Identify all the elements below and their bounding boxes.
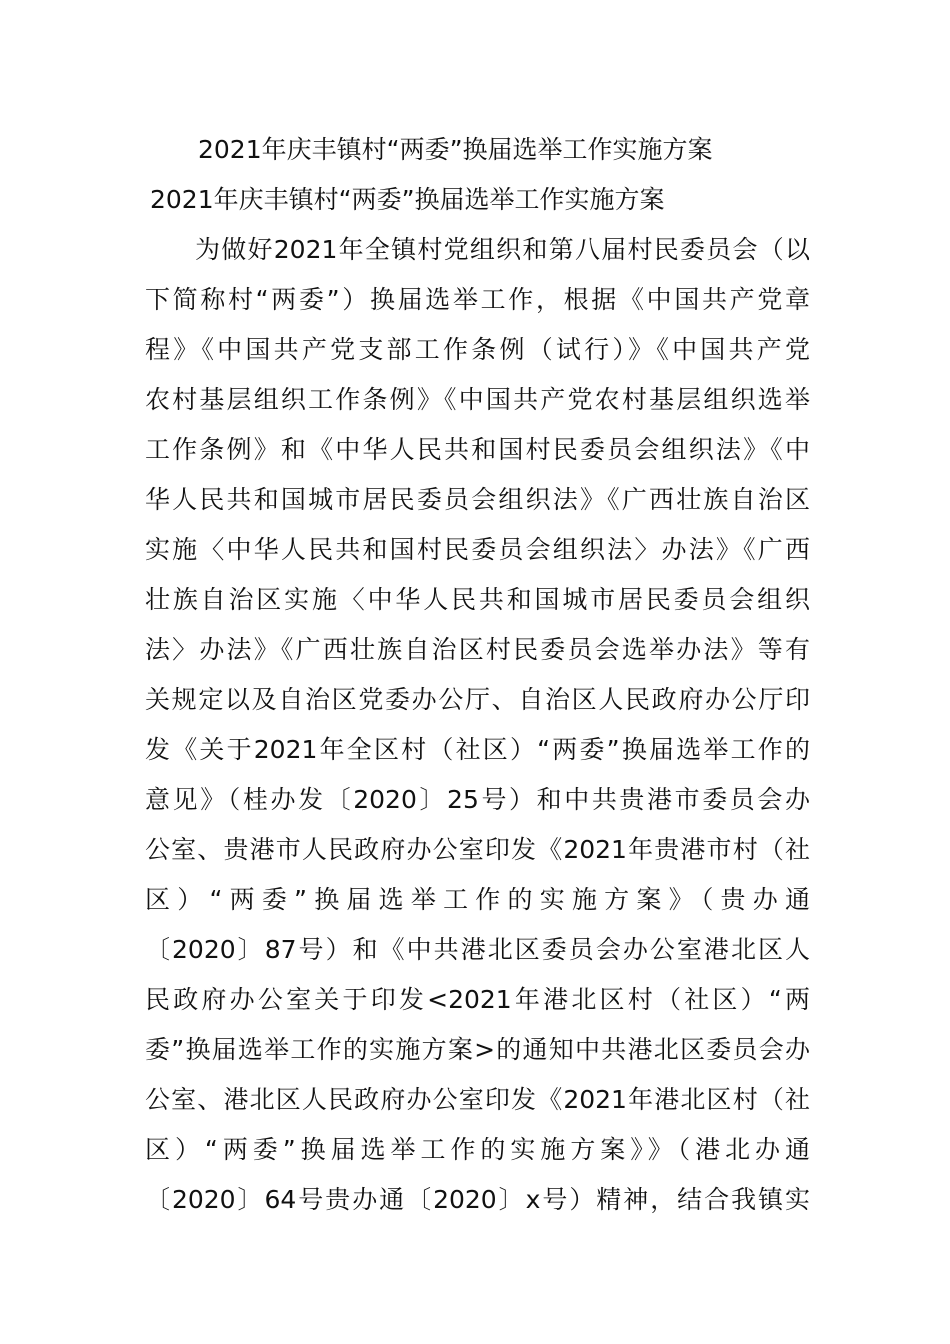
body-line: 意见》（桂办发〔2020〕25号）和中共贵港市委员会办 xyxy=(145,785,810,814)
document-title: 2021年庆丰镇村“两委”换届选举工作实施方案 xyxy=(198,135,713,164)
body-line: 关规定以及自治区党委办公厅、自治区人民政府办公厅印 xyxy=(145,685,810,714)
body-line: 〔2020〕87号）和《中共港北区委员会办公室港北区人 xyxy=(145,935,810,964)
body-line: 〔2020〕64号贵办通〔2020〕x号）精神，结合我镇实 xyxy=(145,1185,810,1214)
body-line: 农村基层组织工作条例》《中国共产党农村基层组织选举 xyxy=(145,385,810,414)
body-line: 程》《中国共产党支部工作条例（试行）》《中国共产党 xyxy=(145,335,810,364)
body-line: 华人民共和国城市居民委员会组织法》《广西壮族自治区 xyxy=(145,485,810,514)
body-line: 为做好2021年全镇村党组织和第八届村民委员会（以 xyxy=(195,235,810,264)
body-line: 区）“两委”换届选举工作的实施方案》（贵办通 xyxy=(145,885,810,914)
body-line: 民政府办公室关于印发<2021年港北区村（社区）“两 xyxy=(145,985,810,1014)
document-body xyxy=(145,232,810,1232)
body-line: 实施〈中华人民共和国村民委员会组织法〉办法》《广西 xyxy=(145,535,810,564)
body-line: 工作条例》和《中华人民共和国村民委员会组织法》《中 xyxy=(145,435,810,464)
document-subtitle: 2021年庆丰镇村“两委”换届选举工作实施方案 xyxy=(150,185,665,214)
body-line: 壮族自治区实施〈中华人民共和国城市居民委员会组织 xyxy=(145,585,810,614)
body-line: 委”换届选举工作的实施方案>的通知中共港北区委员会办 xyxy=(145,1035,810,1064)
body-line: 区）“两委”换届选举工作的实施方案》》（港北办通 xyxy=(145,1135,810,1164)
body-line: 法〉办法》《广西壮族自治区村民委员会选举办法》等有 xyxy=(145,635,810,664)
body-line: 公室、港北区人民政府办公室印发《2021年港北区村（社 xyxy=(145,1085,810,1114)
body-line: 发《关于2021年全区村（社区）“两委”换届选举工作的 xyxy=(145,735,810,764)
body-line: 下简称村“两委”）换届选举工作，根据《中国共产党章 xyxy=(145,285,810,314)
body-line: 公室、贵港市人民政府办公室印发《2021年贵港市村（社 xyxy=(145,835,810,864)
